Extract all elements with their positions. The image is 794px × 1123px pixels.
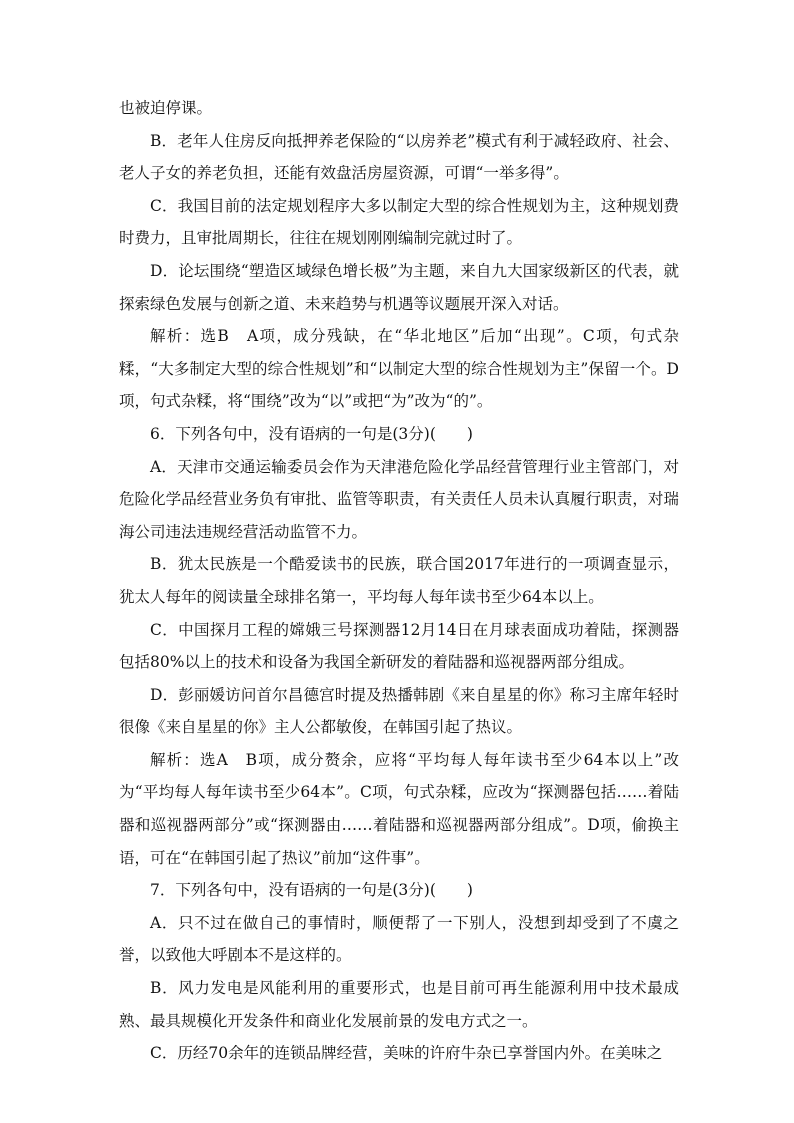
q5-option-b: B．老年人住房反向抵押养老保险的“以房养老”模式有利于减轻政府、社会、老人子女的养老负担，还能有效盘活房屋资源，可谓“一举多得”。	[119, 131, 679, 183]
q5-option-d: D．论坛围绕“塑造区域绿色增长极”为主题，来自九大国家级新区的代表，就探索绿色发展与创新之道、未来趋势与机遇等议题展开深入对话。	[119, 261, 679, 313]
q5-option-c: C．我国目前的法定规划程序大多以制定大型的综合性规划为主，这种规划费时费力，且审批周期长，往往在规划刚刚编制完就过时了。	[119, 196, 679, 248]
q6-explanation: 解析：选A B项，成分赘余，应将“平均每人每年读书至少64本以上”改为“平均每人每年读书至少64本”。C项，句式杂糅，应改为“探测器包括……着陆器和巡视器两部分”或“探测器由……着陆器和巡视器两部分组成”。D项，偷换主语，可在“在韩国引起了热议”前加“这件事”。	[119, 750, 679, 867]
q7-option-c: C．历经70余年的连锁品牌经营，美味的许府牛杂已享誉国内外。在美味之	[150, 1044, 663, 1063]
q7-option-b: B．风力发电是风能利用的重要形式，也是目前可再生能源利用中技术最成熟、最具规模化开发条件和商业化发展前景的发电方式之一。	[119, 979, 679, 1030]
q6-option-b: B．犹太民族是一个酷爱读书的民族，联合国2017年进行的一项调查显示，犹太人每年的阅读量全球排名第一，平均每人每年读书至少64本以上。	[119, 555, 679, 606]
q6-option-c: C．中国探月工程的嫦娥三号探测器12月14日在月球表面成功着陆，探测器包括80%以上的技术和设备为我国全新研发的着陆器和巡视器两部分组成。	[119, 620, 679, 672]
document-body	[119, 92, 679, 1070]
paragraph-continuation: 也被迫停课。	[119, 99, 213, 117]
q7-option-a: A．只不过在做自己的事情时，顺便帮了一下别人，没想到却受到了不虞之誉，以致他大呼剧本不是这样的。	[119, 913, 679, 965]
q6-option-d: D．彭丽媛访问首尔昌德宫时提及热播韩剧《来自星星的你》称习主席年轻时很像《来自星星的你》主人公都敏俊，在韩国引起了热议。	[119, 685, 679, 737]
q5-explanation: 解析：选B A项，成分残缺，在“华北地区”后加“出现”。C项，句式杂糅，“大多制定大型的综合性规划”和“以制定大型的综合性规划为主”保留一个。D项，句式杂糅，将“围绕”改为“以”或把“为”改为“的”。	[119, 327, 679, 411]
q6-stem: 6．下列各句中，没有语病的一句是(3分)( )	[150, 424, 473, 443]
q7-stem: 7．下列各句中，没有语病的一句是(3分)( )	[150, 881, 473, 900]
q6-option-a: A．天津市交通运输委员会作为天津港危险化学品经营管理行业主管部门，对危险化学品经营业务负有审批、监管等职责，有关责任人员未认真履行职责，对瑞海公司违法违规经营活动监管不力。	[119, 457, 679, 541]
